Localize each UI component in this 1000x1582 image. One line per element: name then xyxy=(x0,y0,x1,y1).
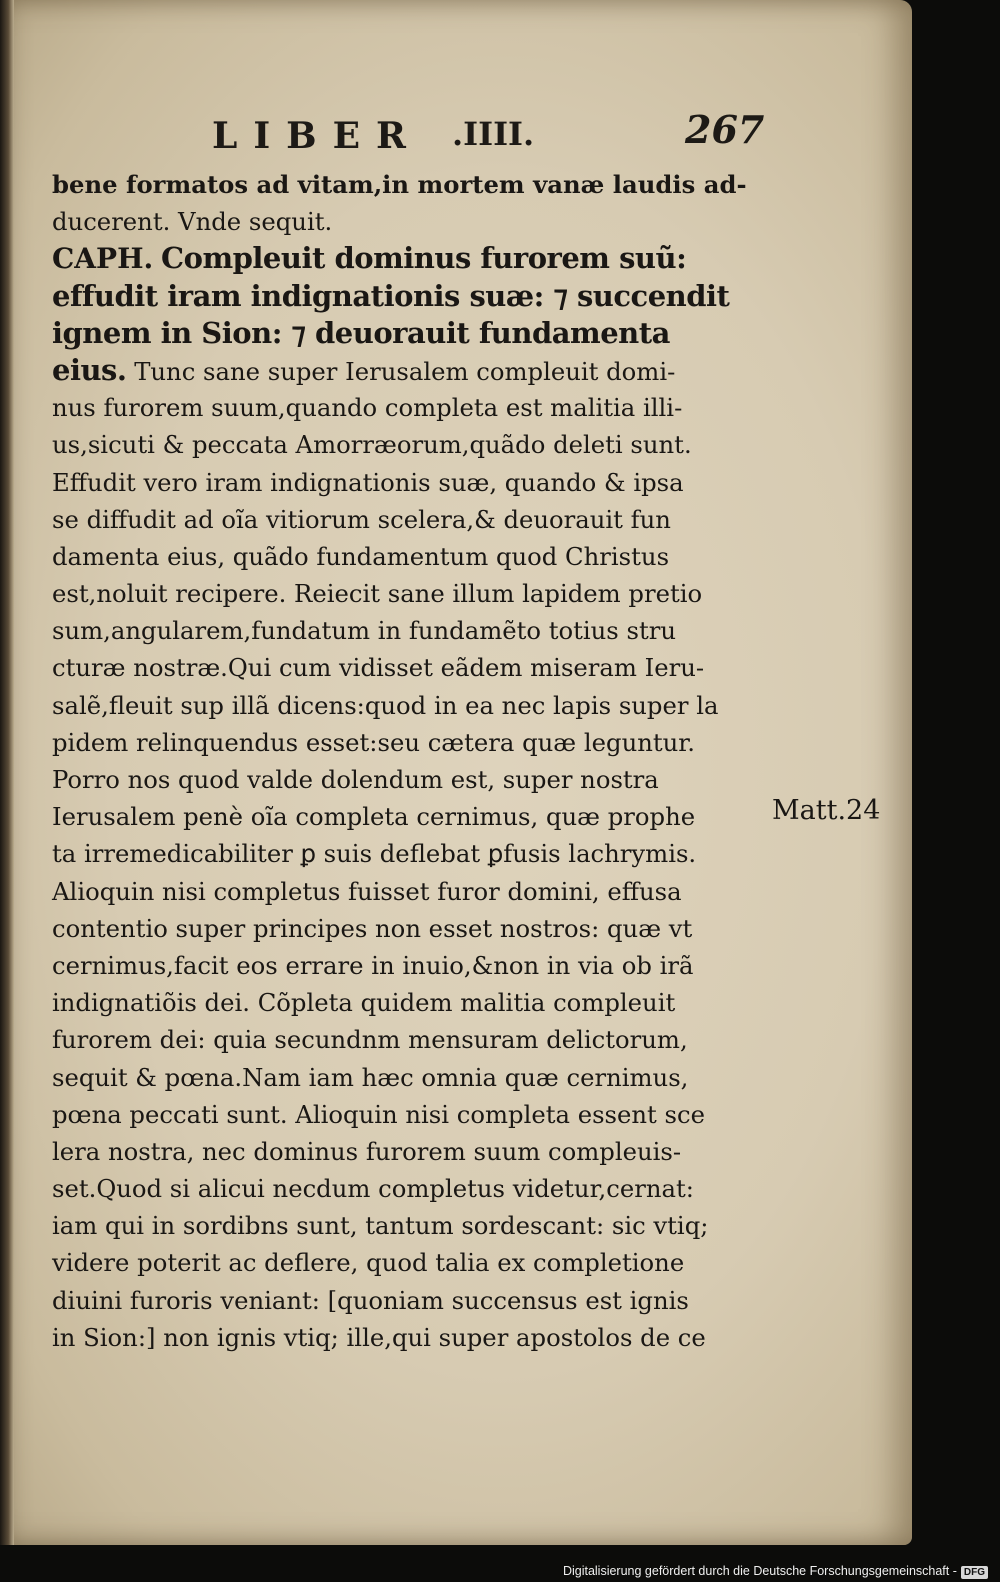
margin-note: Matt.24 xyxy=(772,795,881,826)
text-line-gothic: effudit iram indignationis suæ: ⁊ succendit xyxy=(52,278,730,313)
text-line: Effudit vero iram indignationis suæ, quando & ipsa xyxy=(52,467,684,497)
text-line: ducerent. Vnde sequit. xyxy=(52,207,333,237)
caph-label: CAPH. xyxy=(52,242,154,276)
book-spine xyxy=(0,0,14,1545)
eius-line xyxy=(52,352,792,389)
text-line: salẽ,fleuit sup illã dicens:quod in ea nec lapis super la xyxy=(52,690,719,720)
body-text xyxy=(52,166,792,1356)
text-line: pidem relinquendus esset:seu cætera quæ leguntur. xyxy=(52,727,695,757)
text-line: diuini furoris veniant: [quoniam succensus est ignis xyxy=(52,1285,689,1315)
text-line: furorem dei: quia secundnm mensuram delictorum, xyxy=(52,1025,688,1055)
running-title: LIBER xyxy=(212,115,422,157)
dfg-logo: DFG xyxy=(961,1566,988,1579)
text-line: lera nostra, nec dominus furorem suum compleuis- xyxy=(52,1136,682,1166)
page-header xyxy=(200,107,765,157)
text-line: bene formatos ad vitam,in mortem vanæ laudis ad- xyxy=(52,170,747,199)
text-line: est,noluit recipere. Reiecit sane illum lapidem pretio xyxy=(52,579,703,609)
text-line: indignatiõis dei. Cõpleta quidem malitia compleuit xyxy=(52,988,676,1018)
page-number: 267 xyxy=(685,107,765,152)
funding-footer xyxy=(563,1564,988,1579)
text-line: sequit & pœna.Nam iam hæc omnia quæ cernimus, xyxy=(52,1062,689,1092)
funding-text: Digitalisierung gefördert durch die Deutsche Forschungsgemeinschaft - xyxy=(562,1564,957,1578)
text-line: nus furorem suum,quando completa est malitia illi- xyxy=(52,393,683,423)
text-line: se diffudit ad oĩa vitiorum scelera,& deuorauit fun xyxy=(52,504,671,534)
text-line: in Sion:] non ignis vtiq; ille,qui super apostolos de ce xyxy=(52,1322,706,1352)
text-line-gothic: ignem in Sion: ⁊ deuorauit fundamenta xyxy=(52,315,670,350)
text-line: damenta eius, quãdo fundamentum quod Christus xyxy=(52,541,670,571)
caph-heading-line xyxy=(52,240,792,277)
text-line: sum,angularem,fundatum in fundamẽto totius stru xyxy=(52,616,676,646)
text-line: pœna peccati sunt. Alioquin nisi completa essent sce xyxy=(52,1099,705,1129)
caph-gothic-text: Compleuit dominus furorem suũ: xyxy=(161,241,687,276)
text-line: Ierusalem penè oĩa completa cernimus, quæ prophe xyxy=(52,802,696,832)
book-number: .IIII. xyxy=(452,115,535,153)
text-line: videre poterit ac deflere, quod talia ex completione xyxy=(52,1248,685,1278)
text-line: cturæ nostræ.Qui cum vidisset eãdem miseram Ieru- xyxy=(52,653,705,683)
text-line: iam qui in sordibns sunt, tantum sordescant: sic vtiq; xyxy=(52,1211,709,1241)
eius-rest: Tunc sane super Ierusalem compleuit domi- xyxy=(126,356,676,386)
text-line: contentio super principes non esset nostros: quæ vt xyxy=(52,913,693,943)
eius-gothic: eius. xyxy=(52,352,127,387)
text-line: Porro nos quod valde dolendum est, super nostra xyxy=(52,765,659,794)
text-line: set.Quod si alicui necdum completus videtur,cernat: xyxy=(52,1174,694,1204)
text-line: us,sicuti & peccata Amorræorum,quãdo deleti sunt. xyxy=(52,430,692,460)
text-line: cernimus,facit eos errare in inuio,&non in via ob irã xyxy=(52,950,694,980)
text-line: ta irremedicabiliter ꝑ suis deflebat ꝑfusis lachrymis. xyxy=(52,839,697,869)
text-line: Alioquin nisi completus fuisset furor domini, effusa xyxy=(52,876,682,906)
